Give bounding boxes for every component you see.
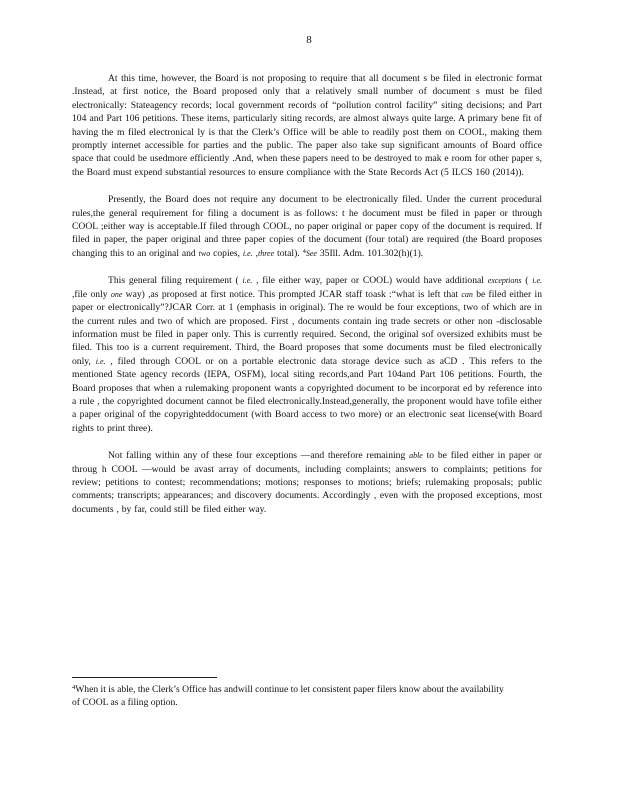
paragraph-3-text: way) ,as proposed at first notice. This prompted JCAR staff toask :“what is left that bbox=[122, 288, 462, 300]
paragraph-1: At this time, however, the Board is not proposing to require that all document s be filed in electronic format .Instead, at first notice, the Board proposed only that a relatively small number of document s must be filed electronically: Stateagency records; local government records of “pollution control facility” siting decisions; and Part 104 and Part 106 petitions. These items, particularly siting records, are almost always quite large. A primary bene fit of having the m filed electronical ly is that the Clerk’s Office will be able to readily post them on COOL, making them promptly internet accessible for parties and the public. The paper also take sup significant amounts of Board office space that could be usedmore efficiently .And, when these papers need to be destroyed to mak e room for other paper s, the Board must expend substantial resources to ensure compliance with the State Records Act (5 ILCS 160 (2014)). bbox=[72, 73, 542, 178]
italic-word: i.e. bbox=[532, 276, 543, 286]
italic-word: can bbox=[461, 289, 473, 299]
paragraph-2-text: , bbox=[252, 247, 258, 259]
italic-word: See bbox=[305, 248, 317, 258]
paragraph-3-text: , file either way, paper or COOL) would have additional bbox=[252, 275, 488, 287]
footnote-divider bbox=[72, 677, 217, 678]
paragraph-4-text: to be filed either in paper or throug h COOL —would be avast array of documents, including complaints; answers to complaints; petitions for review; petitions to contest; recommendations; motions; responses to motions; briefs; rulemaking proposals; public comments; transcripts; appearances; and discovery documents. Accordingly , even with the proposed exceptions, most documents , by far, could still be filed either way. bbox=[72, 450, 542, 515]
paragraph-3-text: This general filing requirement ( bbox=[108, 275, 243, 287]
italic-word: three bbox=[258, 248, 275, 258]
italic-word: two bbox=[198, 248, 211, 258]
paragraph-2-text: copies, bbox=[210, 247, 243, 259]
paragraph-3-text: ( bbox=[521, 275, 533, 287]
paragraph-2-text: Presently, the Board does not require any document to be electronically filed. Under the current procedural rules,the general requirement for filing a document is as follows: t he document must be filed in paper or through COOL ;either way is acceptable.If filed through COOL, no paper original or paper copy of the document is required. If filed in paper, the paper original and three paper copies of the document (four total) are required (the Board proposes changing this to an original and bbox=[72, 194, 542, 259]
footnote bbox=[72, 683, 512, 710]
page-number: 8 bbox=[306, 34, 312, 46]
paragraph-4-text: Not falling within any of these four exceptions —and therefore remaining bbox=[108, 450, 410, 462]
italic-word: i.e. bbox=[242, 276, 253, 286]
italic-word: i.e. bbox=[95, 356, 106, 366]
footnote-mark: 4 bbox=[72, 684, 76, 691]
italic-word: exceptions bbox=[487, 276, 522, 286]
body-text bbox=[72, 72, 542, 530]
paragraph-3-text: ,file only bbox=[72, 288, 111, 300]
paragraph-2-text: 35Ill. Adm. 101.302(h)(1). bbox=[316, 247, 424, 259]
italic-word: i.e. bbox=[242, 248, 253, 258]
paragraph-2 bbox=[72, 193, 542, 260]
italic-word: able bbox=[409, 451, 423, 461]
paragraph-3-text: , filed through COOL or on a portable electronic data storage device such as aCD . This refers to the mentioned State agency records (IEPA, OSFM), local siting records,and Part 104and Part 106 petitions. Fourth, the Board proposes that when a rulemaking proponent wants a copyrighted document to be incorporat ed by reference into a rule , the copyrighted document cannot be filed electronically.Instead,generally, the proponent would have tofile either a paper original of the copyrighteddocument (with Board access to two more) or an electronic seat license(with Board rights to print three). bbox=[72, 355, 542, 434]
footnote-reference: 4 bbox=[302, 247, 306, 255]
paragraph-3 bbox=[72, 274, 542, 435]
paragraph-2-text: total). bbox=[274, 247, 303, 259]
footnote-text: When it is able, the Clerk’s Office has andwill continue to let consistent paper filers know about the availability of COOL as a filing option. bbox=[72, 684, 504, 709]
italic-word: one bbox=[110, 289, 123, 299]
paragraph-3-text: be filed either in paper or electronically”?JCAR Corr. at 1 (emphasis in original). The re would be four exceptions, two of which are in the current rules and two of which are proposed. First , documents contain ing trade secrets or other non -disclosable information must be filed in paper only. This is currently required. Second, the original sof oversized exhibits must be filed. This too is a current requirement. Third, the Board proposes that some documents must be filed electronically only, bbox=[72, 288, 542, 367]
paragraph-4 bbox=[72, 449, 542, 516]
